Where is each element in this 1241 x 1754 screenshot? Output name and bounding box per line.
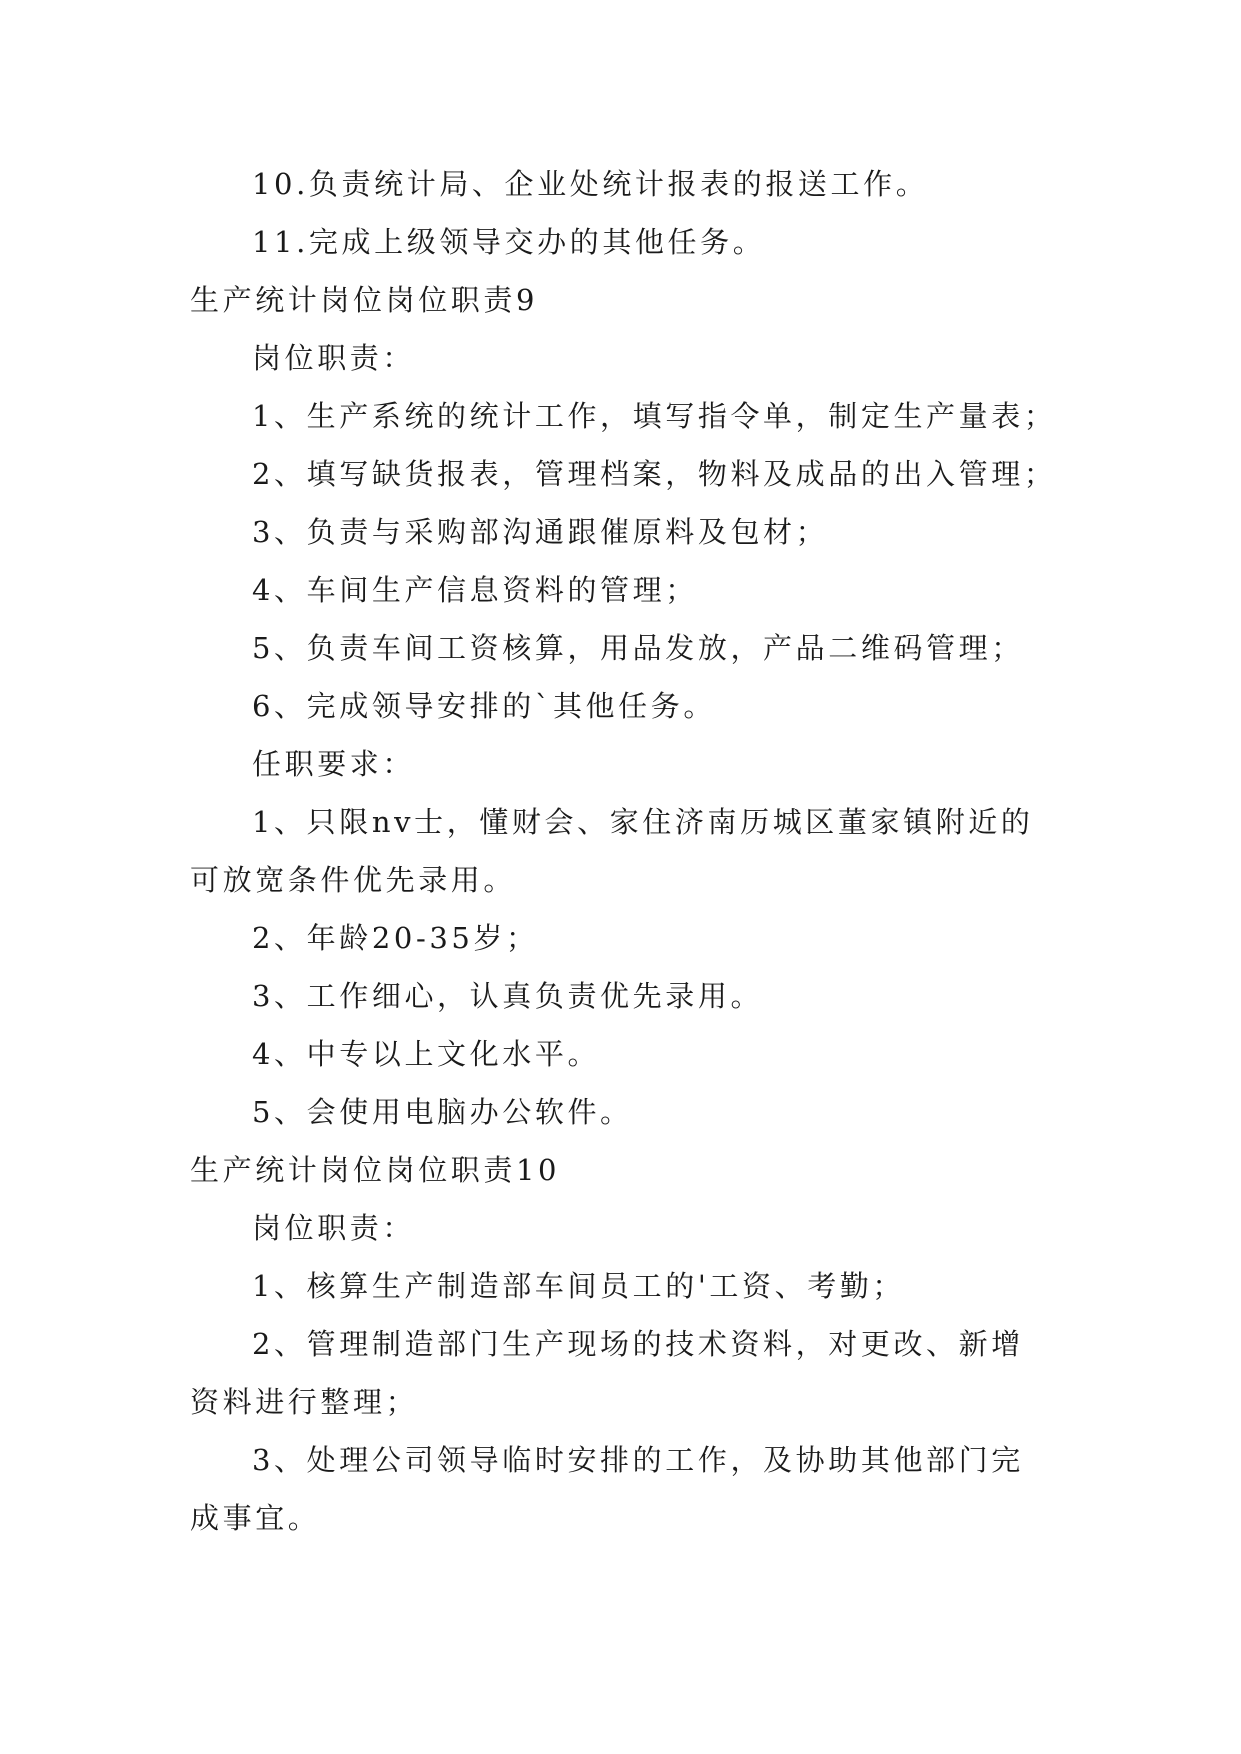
requirement-item-2: 2、年龄20-35岁； xyxy=(252,921,539,955)
duty10-item-1: 1、核算生产制造部车间员工的'工资、考勤； xyxy=(252,1269,906,1303)
duty-item-3: 3、负责与采购部沟通跟催原料及包材； xyxy=(252,515,829,549)
duty-item-10: 10.负责统计局、企业处统计报表的报送工作。 xyxy=(252,167,929,201)
duty10-item-3: 3、处理公司领导临时安排的工作，及协助其他部门完 xyxy=(252,1443,1024,1477)
requirement-item-5: 5、会使用电脑办公软件。 xyxy=(252,1095,633,1129)
requirement-item-1: 1、只限nv士，懂财会、家住济南历城区董家镇附近的 xyxy=(252,805,1034,839)
requirement-item-4: 4、中专以上文化水平。 xyxy=(252,1037,601,1071)
duty10-item-2-cont: 资料进行整理； xyxy=(190,1385,419,1419)
duty-item-4: 4、车间生产信息资料的管理； xyxy=(252,573,698,607)
duty-item-11: 11.完成上级领导交办的其他任务。 xyxy=(252,225,766,259)
subheading-duties-10: 岗位职责： xyxy=(252,1211,416,1245)
duty10-item-3-cont: 成事宜。 xyxy=(190,1501,321,1535)
duty-item-6: 6、完成领导安排的`其他任务。 xyxy=(252,689,716,723)
duty-item-2: 2、填写缺货报表，管理档案，物料及成品的出入管理； xyxy=(252,457,1057,491)
duty-item-5: 5、负责车间工资核算，用品发放，产品二维码管理； xyxy=(252,631,1024,665)
subheading-requirements: 任职要求： xyxy=(252,747,416,781)
duty-item-1: 1、生产系统的统计工作，填写指令单，制定生产量表； xyxy=(252,399,1057,433)
section-heading-9: 生产统计岗位岗位职责9 xyxy=(190,283,539,317)
requirement-item-3: 3、工作细心，认真负责优先录用。 xyxy=(252,979,764,1013)
subheading-duties: 岗位职责： xyxy=(252,341,416,375)
requirement-item-1-cont: 可放宽条件优先录用。 xyxy=(190,863,517,897)
duty10-item-2: 2、管理制造部门生产现场的技术资料，对更改、新增 xyxy=(252,1327,1024,1361)
section-heading-10: 生产统计岗位岗位职责10 xyxy=(190,1153,561,1187)
